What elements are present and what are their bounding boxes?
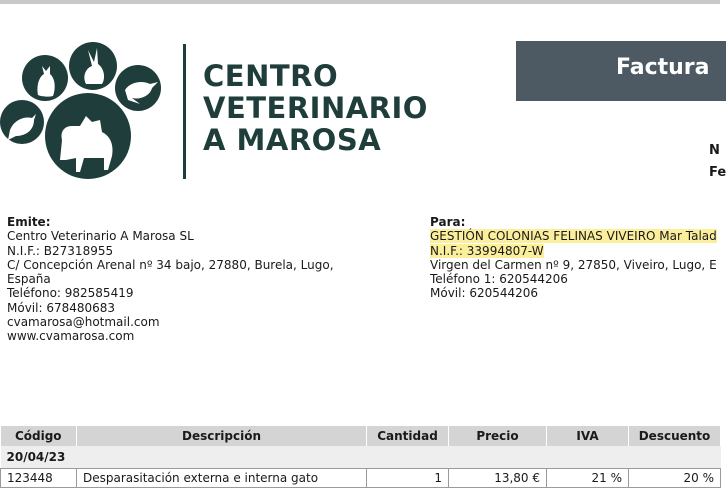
issuer-website: www.cvamarosa.com: [7, 329, 135, 344]
logo-divider: [183, 44, 186, 179]
cell-discount: 20 %: [629, 469, 721, 488]
column-header-discount: Descuento: [629, 426, 721, 446]
clinic-name: [203, 60, 428, 156]
recipient-line: Virgen del Carmen nº 9, 27850, Viveiro, Lugo, E: [430, 257, 717, 272]
clinic-name-line-1: CENTRO: [203, 59, 339, 93]
invoice-items-table: [0, 426, 721, 488]
issuer-line: Centro Veterinario A Marosa SL: [7, 229, 194, 244]
recipient-label: Para:: [430, 215, 466, 229]
recipient-line: Móvil: 620544206: [430, 286, 539, 301]
issuer-email: cvamarosa@hotmail.com: [7, 315, 160, 330]
issuer-line: C/ Concepción Arenal nº 34 bajo, 27880, Burela, Lugo,: [7, 257, 334, 272]
cell-code: 123448: [1, 469, 77, 488]
clinic-name-line-2: VETERINARIO: [203, 91, 428, 125]
invoice-title: Factura: [616, 55, 710, 80]
issuer-line: Móvil: 678480683: [7, 300, 116, 315]
table-date: 20/04/23: [1, 446, 721, 469]
cell-description: Desparasitación externa e interna gato: [77, 469, 367, 488]
table-header-row: [1, 426, 721, 446]
issuer-line: Teléfono: 982585419: [7, 286, 134, 301]
cell-price: 13,80 €: [449, 469, 547, 488]
top-rule: [0, 0, 720, 4]
invoice-banner: [516, 41, 726, 101]
invoice-date-label: Fe: [709, 165, 726, 180]
issuer-line: España: [7, 272, 51, 287]
invoice-number-label: N: [709, 143, 720, 158]
issuer-line: N.I.F.: B27318955: [7, 243, 114, 258]
issuer-block: [7, 215, 334, 344]
recipient-line: Teléfono 1: 620544206: [430, 272, 568, 287]
column-header-vat: IVA: [547, 426, 629, 446]
column-header-code: Código: [1, 426, 77, 446]
recipient-name: GESTIÓN COLONIAS FELINAS VIVEIRO Mar Talad: [430, 229, 717, 244]
issuer-label: Emite:: [7, 215, 51, 229]
clinic-logo-paw-icon: [0, 40, 180, 185]
column-header-description: Descripción: [77, 426, 367, 446]
column-header-price: Precio: [449, 426, 547, 446]
column-header-quantity: Cantidad: [367, 426, 449, 446]
table-date-row: [1, 446, 721, 469]
recipient-block: [430, 215, 717, 301]
recipient-nif: N.I.F.: 33994807-W: [430, 243, 544, 258]
table-row: [1, 469, 721, 488]
clinic-name-line-3: A MAROSA: [203, 123, 382, 157]
cell-vat: 21 %: [547, 469, 629, 488]
cell-quantity: 1: [367, 469, 449, 488]
